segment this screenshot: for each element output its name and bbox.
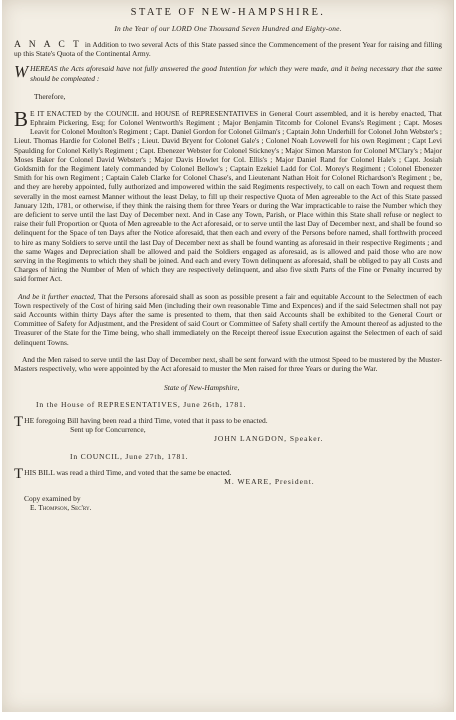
- bill-text: HIS BILL was read a third Time, and voted that the same be enacted.: [24, 468, 232, 478]
- further-enacted-paragraph: [14, 292, 442, 347]
- year-line: In the Year of our LORD One Thousand Seven Hundred and Eighty-one.: [114, 24, 342, 33]
- whereas-paragraph: [14, 64, 442, 82]
- bill-paragraph: [14, 468, 442, 486]
- further-lead: And be it further enacted,: [18, 291, 96, 301]
- enacted-paragraph: [14, 106, 442, 284]
- speaker-signature: JOHN LANGDON, Speaker.: [214, 434, 324, 444]
- broadside-document: [14, 6, 442, 512]
- therefore-line: Therefore,: [34, 91, 66, 101]
- foregoing-text: HE foregoing Bill having been read a third Time, voted that it pass to be enacted.: [24, 416, 268, 426]
- state-heading: STATE OF NEW-HAMPSHIRE.: [130, 7, 326, 18]
- act-title: [14, 40, 442, 58]
- foregoing-bill-paragraph: [14, 416, 442, 443]
- enacted-text: E IT ENACTED by the COUNCIL and HOUSE of REPRESENTATIVES in General Court assembled, and it is hereby enacted, That Ephraim Pickering, Esq; for Colonel Wentworth's Regiment ; Major Benjamin Titcomb for Colonel Evans's Regiment ; Capt. Moses Leavit for Colonel Moulton's Regiment ; Capt. Daniel Gordon for Colonel Gilman's ; Captain John Underhill for Colonel John Webster's ; Lieut. Thomas Hardie for Colonel Bell's ; Lieut. David Bryent for Colonel Gale's ; Colonel Noah Lovewell for his own Regiment ; Capt Levi Spaulding for Colonel Kelly's Regiment ; Capt. Ebenezer Webster for Colonel Stickney's ; Major Simon Marston for Colonel M'Clary's ; Major Moses Baker for Colonel David Webster's ; Major Davis Howlet for Col. Ellis's ; Major Daniel Rand for Colonel Hale's ; Capt. Josiah Goldsmith for the Regiment lately commanded by Colonel Bellow's ; Captain Ezekiel Ladd for Col. Morey's Regiment ; Colonel Ebenezer Smith for his own Regiment ; Captain Caleb Clarke for Colonel Chase's, and Lieutenant Nathan Hoit for Colonel Richardson's Regiment ; be, and they are hereby appointed, fully authorized and impowered within the said Regiments respectively, to call on each Town and request them severally in the most earnest Manner without the least Delay, to fill up their respective Quota of Men agreeable to the Act of this State passed January 12th, 1781, or otherwise, if they think the raising them for three Years or during the War impracticable to raise the Number which they are deficient to serve until the last Day of December next. And in Case any Town, Parish, or Place within this State shall refuse or neglect to raise their full Proportion or Quota of Men agreeable to the Act aforesaid, or to serve until the last Day of December next, and shall be found so delinquent for the Space of ten Days after the Notice aforesaid, that then each and every of the Persons before named, shall forthwith proceed to hire as many Soldiers to serve until the last Day of December next as shall be found wanting as aforesaid in their respective Regiments ; and the same Wages and Depreciation shall be allowed and paid the Soldiers engaged as aforesaid, as is allowed and paid those who are now serving in the Regiments to which they shall be joined. And each and every Town delinquent as aforesaid, shall be obliged to pay all Costs and Charges of hiring the Number of Men of which they are respectively delinquent, and also five sixth Parts of the Fine or Penalty incurred by said former Act.: [14, 108, 442, 284]
- council-line: In COUNCIL, June 27th, 1781.: [70, 452, 189, 462]
- printed-page: [2, 0, 454, 712]
- state-subheading: State of New-Hampshire,: [164, 383, 240, 393]
- president-signature: M. WEARE, President.: [224, 477, 315, 487]
- act-dropcap: A N A C T: [14, 39, 82, 50]
- bill-dropcap: T: [14, 466, 24, 483]
- men-paragraph: And the Men raised to serve until the last Day of December next, shall be sent forward with the utmost Speed to be mustered by the Muster-Masters respectively, who were appointed by the Act aforesaid to muster the Men raised for three Years or during the War.: [14, 354, 442, 374]
- house-line: In the House of REPRESENTATIVES, June 26th, 1781.: [36, 400, 247, 410]
- further-text: That the Persons aforesaid shall as soon as possible present a fair and equitable Account to the Selectmen of each Town respectively of the Cost of hiring said Men (including their own reasonable Time and Expences) and if the said Selectmen shall not pay said Accounts within thirty Days after the same is presented to them, that then said Accounts shall be exhibited to the General Court or Committee of Safety for Adjustment, and the President of said Court or Committee of Safety shall certify the Amount thereof as adjusted to the Treasurer of the State for the Time being, who shall immediately on the Receipt thereof issue Execution against the Selectmen of each of said delinquent Towns.: [14, 291, 442, 347]
- copy-label: Copy examined by: [24, 494, 81, 504]
- act-text: in Addition to two several Acts of this State passed since the Commencement of the present Year for raising and filling up this State's Quota of the Continental Army.: [14, 40, 442, 59]
- whereas-dropcap: W: [14, 62, 29, 82]
- enacted-dropcap: B: [14, 106, 29, 131]
- secretary-name: E. Thompson, Sec'ry.: [30, 503, 92, 513]
- whereas-text: HEREAS the Acts aforesaid have not fully answered the good Intention for which they were made, and it being necessary that the same should be compleated :: [30, 64, 442, 83]
- sent-up-line: Sent up for Concurrence,: [70, 425, 146, 435]
- foregoing-dropcap: T: [14, 414, 24, 431]
- copy-examined: [24, 494, 442, 512]
